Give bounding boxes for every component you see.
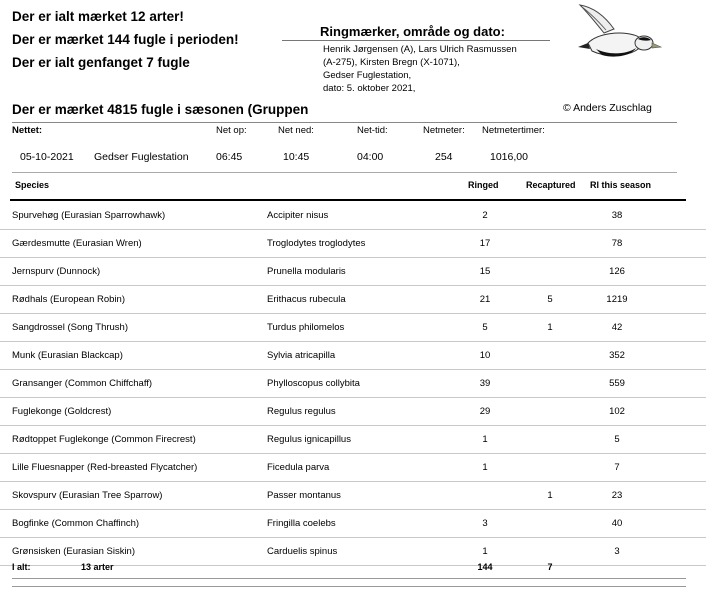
total-species: 13 arter bbox=[81, 562, 114, 572]
ringers-line-1: Henrik Jørgensen (A), Lars Ulrich Rasmussen bbox=[323, 44, 517, 55]
species-name: Gærdesmutte (Eurasian Wren) bbox=[12, 238, 142, 249]
table-header-rule bbox=[10, 199, 686, 201]
season-count: 352 bbox=[609, 350, 625, 361]
section-divider-mid bbox=[12, 172, 677, 173]
latin-name: Ficedula parva bbox=[267, 462, 330, 473]
latin-name: Troglodytes troglodytes bbox=[267, 238, 366, 249]
species-name: Lille Fluesnapper (Red-breasted Flycatcher) bbox=[12, 462, 198, 473]
latin-name: Carduelis spinus bbox=[267, 546, 338, 557]
net-header-nettet: Nettet: bbox=[12, 125, 43, 136]
eider-duck-icon bbox=[574, 3, 662, 70]
ringed-count: 29 bbox=[479, 406, 491, 417]
net-header-netmeter: Netmeter: bbox=[423, 125, 465, 136]
latin-name: Passer montanus bbox=[267, 490, 341, 501]
ringed-count: 5 bbox=[482, 322, 488, 333]
col-header-ringed: Ringed bbox=[468, 180, 499, 190]
table-row bbox=[0, 258, 706, 286]
species-table-body bbox=[0, 202, 706, 566]
season-count: 102 bbox=[609, 406, 625, 417]
season-count: 40 bbox=[611, 518, 623, 529]
species-name: Skovspurv (Eurasian Tree Sparrow) bbox=[12, 490, 163, 501]
ringers-line-4: dato: 5. oktober 2021, bbox=[323, 83, 416, 94]
net-header-netmetertimer: Netmetertimer: bbox=[482, 125, 545, 136]
latin-name: Fringilla coelebs bbox=[267, 518, 336, 529]
latin-name: Regulus regulus bbox=[267, 406, 336, 417]
ringed-count: 2 bbox=[482, 210, 488, 221]
recaptured-count: 1 bbox=[547, 490, 553, 501]
ringers-line-2: (A-275), Kirsten Bregn (X-1071), bbox=[323, 57, 460, 68]
table-row bbox=[0, 398, 706, 426]
season-count: 38 bbox=[611, 210, 623, 221]
table-row bbox=[0, 510, 706, 538]
net-op-value: 06:45 bbox=[216, 151, 243, 163]
table-row bbox=[0, 454, 706, 482]
ringed-count: 1 bbox=[482, 462, 488, 473]
ringed-count: 21 bbox=[479, 294, 491, 305]
latin-name: Erithacus rubecula bbox=[267, 294, 346, 305]
latin-name: Accipiter nisus bbox=[267, 210, 329, 221]
ringed-count: 1 bbox=[482, 434, 488, 445]
net-date: 05-10-2021 bbox=[20, 151, 74, 163]
total-divider-2 bbox=[12, 586, 686, 587]
marked-count-line: Der er mærket 144 fugle i perioden! bbox=[12, 32, 239, 47]
latin-name: Turdus philomelos bbox=[267, 322, 345, 333]
season-count: 559 bbox=[609, 378, 625, 389]
latin-name: Regulus ignicapillus bbox=[267, 434, 351, 445]
table-row bbox=[0, 482, 706, 510]
table-row bbox=[0, 314, 706, 342]
net-header-net-tid: Net-tid: bbox=[357, 125, 388, 136]
table-row bbox=[0, 286, 706, 314]
ringers-underline bbox=[282, 40, 550, 41]
netmetertimer-value: 1016,00 bbox=[490, 151, 528, 163]
net-ned-value: 10:45 bbox=[283, 151, 310, 163]
species-name: Rødtoppet Fuglekonge (Common Firecrest) bbox=[12, 434, 196, 445]
season-count-line: Der er mærket 4815 fugle i sæsonen (Gruppen bbox=[12, 102, 309, 117]
season-count: 42 bbox=[611, 322, 623, 333]
col-header-season: Rl this season bbox=[590, 180, 652, 190]
table-row bbox=[0, 426, 706, 454]
table-row bbox=[0, 342, 706, 370]
species-name: Munk (Eurasian Blackcap) bbox=[12, 350, 123, 361]
ringed-count: 15 bbox=[479, 266, 491, 277]
ringed-count: 17 bbox=[479, 238, 491, 249]
net-header-net-op: Net op: bbox=[216, 125, 247, 136]
latin-name: Phylloscopus collybita bbox=[267, 378, 360, 389]
species-name: Grønsisken (Eurasian Siskin) bbox=[12, 546, 136, 557]
season-count: 78 bbox=[611, 238, 623, 249]
season-count: 3 bbox=[614, 546, 620, 557]
copyright-text: © Anders Zuschlag bbox=[563, 102, 652, 114]
col-header-recaptured: Recaptured bbox=[526, 180, 576, 190]
recaptured-count: 1 bbox=[547, 322, 553, 333]
species-name: Rødhals (European Robin) bbox=[12, 294, 126, 305]
season-count: 23 bbox=[611, 490, 623, 501]
recaptured-count: 5 bbox=[547, 294, 553, 305]
latin-name: Prunella modularis bbox=[267, 266, 346, 277]
total-divider-1 bbox=[12, 578, 686, 579]
net-station: Gedser Fuglestation bbox=[94, 151, 189, 163]
species-name: Jernspurv (Dunnock) bbox=[12, 266, 101, 277]
netmeter-value: 254 bbox=[435, 151, 453, 163]
latin-name: Sylvia atricapilla bbox=[267, 350, 336, 361]
table-row bbox=[0, 202, 706, 230]
ringed-count: 39 bbox=[479, 378, 491, 389]
total-label: I alt: bbox=[12, 562, 31, 572]
table-row bbox=[0, 230, 706, 258]
species-name: Bogfinke (Common Chaffinch) bbox=[12, 518, 140, 529]
species-name: Sangdrossel (Song Thrush) bbox=[12, 322, 128, 333]
ringed-count: 3 bbox=[482, 518, 488, 529]
season-count: 126 bbox=[609, 266, 625, 277]
species-name: Gransanger (Common Chiffchaff) bbox=[12, 378, 153, 389]
table-row bbox=[0, 370, 706, 398]
net-tid-value: 04:00 bbox=[357, 151, 384, 163]
season-count: 7 bbox=[614, 462, 620, 473]
species-name: Spurvehøg (Eurasian Sparrowhawk) bbox=[12, 210, 166, 221]
total-recaptured: 7 bbox=[547, 562, 553, 572]
species-count-line: Der er ialt mærket 12 arter! bbox=[12, 9, 184, 24]
section-divider-top bbox=[12, 122, 677, 123]
season-count: 5 bbox=[614, 434, 620, 445]
species-name: Fuglekonge (Goldcrest) bbox=[12, 406, 112, 417]
ringers-title: Ringmærker, område og dato: bbox=[320, 24, 505, 39]
season-count: 1219 bbox=[606, 294, 628, 305]
net-header-net-ned: Net ned: bbox=[278, 125, 314, 136]
recaptured-count-line: Der er ialt genfanget 7 fugle bbox=[12, 55, 190, 70]
ringed-count: 10 bbox=[479, 350, 491, 361]
ringed-count: 1 bbox=[482, 546, 488, 557]
ringers-line-3: Gedser Fuglestation, bbox=[323, 70, 412, 81]
col-header-species: Species bbox=[15, 180, 50, 190]
total-ringed: 144 bbox=[477, 562, 493, 572]
